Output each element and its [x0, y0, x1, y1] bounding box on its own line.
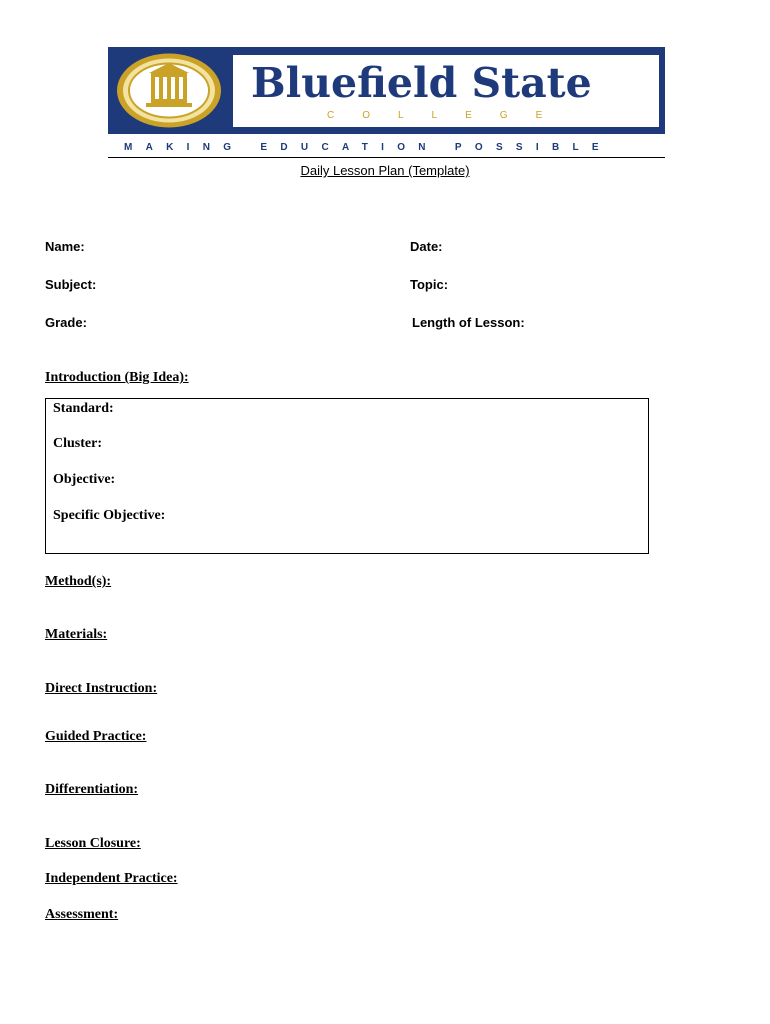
cluster-label: Cluster:: [53, 436, 102, 451]
differentiation-heading: Differentiation:: [45, 782, 139, 797]
subject-label: Subject:: [45, 277, 97, 292]
name-label: Name:: [45, 239, 85, 254]
topic-label: Topic:: [410, 277, 449, 292]
materials-heading: Materials:: [45, 627, 108, 642]
tagline: MAKING EDUCATION POSSIBLE: [124, 142, 612, 153]
logo-wordmark: [233, 55, 659, 127]
lesson-closure-heading: Lesson Closure:: [45, 836, 141, 851]
objective-label: Objective:: [53, 472, 116, 487]
grade-label: Grade:: [45, 315, 87, 330]
logo-college: COLLEGE: [327, 110, 571, 121]
independent-practice-heading: Independent Practice:: [45, 871, 178, 886]
standard-label: Standard:: [53, 401, 114, 416]
college-logo: [108, 47, 665, 134]
header-divider: [108, 157, 665, 158]
date-label: Date:: [410, 239, 443, 254]
introduction-box: [45, 398, 649, 554]
length-label: Length of Lesson:: [412, 315, 525, 330]
college-seal-icon: [116, 53, 222, 128]
guided-practice-heading: Guided Practice:: [45, 729, 147, 744]
direct-instruction-heading: Direct Instruction:: [45, 681, 158, 696]
specific-objective-label: Specific Objective:: [53, 508, 166, 523]
assessment-heading: Assessment:: [45, 907, 119, 922]
logo-name: Bluefield State: [251, 59, 592, 107]
introduction-heading: Introduction (Big Idea):: [45, 370, 189, 385]
methods-heading: Method(s):: [45, 574, 112, 589]
page-title: Daily Lesson Plan (Template): [300, 163, 470, 178]
